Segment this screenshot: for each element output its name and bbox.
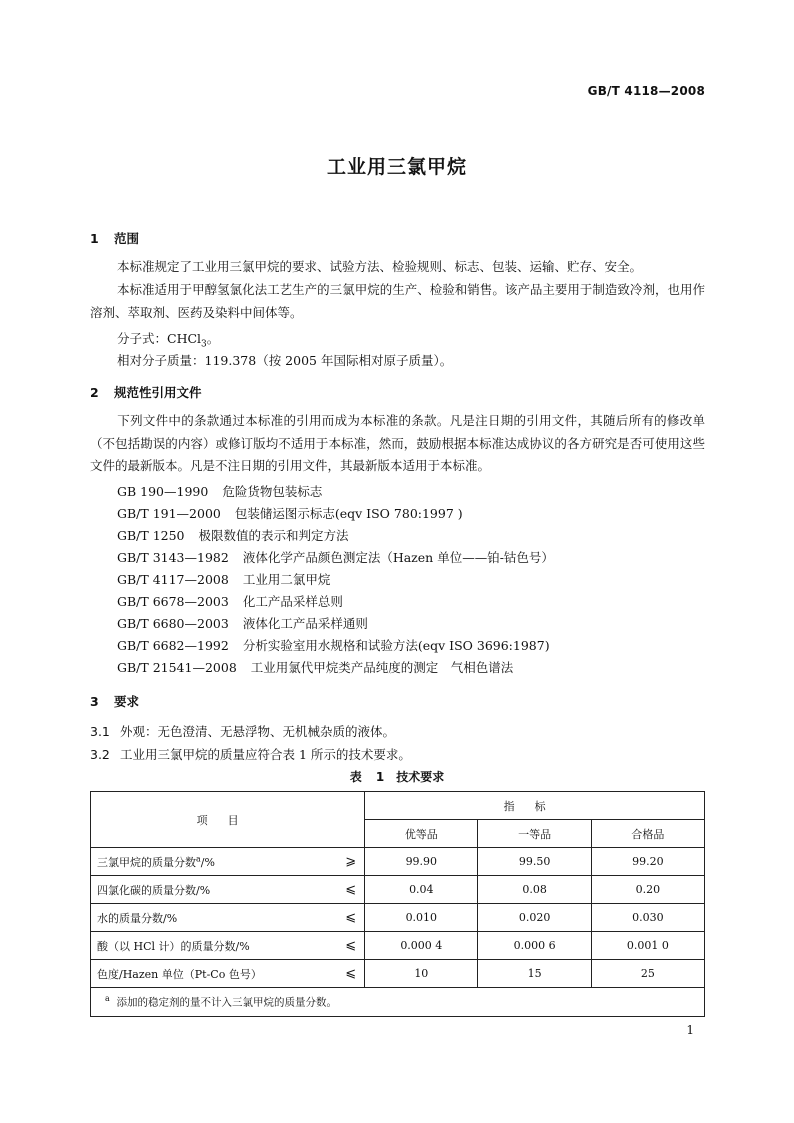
reference-title: 化工产品采样总则 — [242, 594, 343, 609]
footnote-marker: a — [196, 853, 201, 863]
reference-title: 包装储运图示标志(eqv ISO 780:1997 ) — [234, 506, 463, 521]
value-cell: 0.20 — [591, 876, 704, 904]
reference-item — [117, 592, 343, 610]
footnote-marker: a — [105, 994, 110, 1004]
item-cell: 水的质量分数/% — [91, 904, 331, 932]
grade-header: 优等品 — [365, 820, 478, 848]
reference-title: 液体化工产品采样通则 — [242, 616, 368, 631]
grade-header: 一等品 — [478, 820, 591, 848]
reference-code: GB/T 6680—2003 — [117, 616, 229, 631]
reference-code: GB/T 6678—2003 — [117, 594, 229, 609]
item-cell: 酸（以 HCl 计）的质量分数/% — [91, 932, 331, 960]
clause-3-1 — [90, 722, 395, 740]
reference-item — [117, 570, 330, 588]
operator-cell: ⩾ — [331, 848, 365, 876]
reference-item — [117, 658, 513, 676]
paragraph-text: 本标准适用于甲醇氢氯化法工艺生产的三氯甲烷的生产、检验和销售。该产品主要用于制造致冷剂，也用作溶剂、萃取剂、医药及染料中间体等。 — [90, 282, 705, 320]
table-row — [91, 932, 705, 960]
reference-item — [117, 548, 554, 566]
clause-3-2 — [90, 745, 411, 763]
clause-text: 工业用三氯甲烷的质量应符合表 1 所示的技术要求。 — [120, 747, 411, 762]
section-title: 要求 — [114, 694, 140, 709]
table-header-row — [91, 792, 705, 820]
reference-item — [117, 614, 368, 632]
reference-title: 液体化学产品颜色测定法（Hazen 单位——铂-钴色号） — [242, 550, 554, 565]
technical-requirements-table — [90, 791, 705, 1017]
value-cell: 99.20 — [591, 848, 704, 876]
clause-text: 外观：无色澄清、无悬浮物、无机械杂质的液体。 — [120, 724, 396, 739]
value-cell: 10 — [365, 960, 478, 988]
value-cell: 0.020 — [478, 904, 591, 932]
item-unit: /% — [200, 855, 215, 869]
section-2-paragraph — [90, 410, 705, 478]
reference-title: 工业用氯代甲烷类产品纯度的测定 气相色谱法 — [250, 660, 514, 675]
formula-subscript: 3 — [201, 339, 207, 350]
value-cell: 99.90 — [365, 848, 478, 876]
value-cell: 99.50 — [478, 848, 591, 876]
item-cell: 色度/Hazen 单位（Pt-Co 色号） — [91, 960, 331, 988]
section-title: 规范性引用文件 — [114, 385, 202, 400]
section-1-paragraph-2 — [90, 279, 705, 324]
section-number: 1 — [90, 231, 99, 246]
value-cell: 0.000 6 — [478, 932, 591, 960]
page-number: 1 — [686, 1023, 694, 1037]
reference-item — [117, 526, 349, 544]
value-cell: 0.000 4 — [365, 932, 478, 960]
item-cell — [91, 848, 331, 876]
reference-code: GB/T 3143—1982 — [117, 550, 229, 565]
value-cell: 0.030 — [591, 904, 704, 932]
index-header: 指标 — [365, 792, 705, 820]
table-footnote — [91, 988, 705, 1017]
table-row — [91, 960, 705, 988]
reference-code: GB 190—1990 — [117, 484, 209, 499]
section-2-heading — [90, 383, 202, 401]
value-cell: 0.001 0 — [591, 932, 704, 960]
section-3-heading — [90, 692, 139, 710]
operator-cell: ⩽ — [331, 960, 365, 988]
reference-item — [117, 482, 322, 500]
grade-header: 合格品 — [591, 820, 704, 848]
reference-title: 分析实验室用水规格和试验方法(eqv ISO 3696:1987) — [242, 638, 550, 653]
molecular-formula — [117, 329, 219, 350]
molecular-mass: 相对分子质量：119.378（按 2005 年国际相对原子质量）。 — [117, 353, 453, 368]
reference-code: GB/T 6682—1992 — [117, 638, 229, 653]
item-text: 三氯甲烷的质量分数 — [97, 855, 196, 869]
value-cell: 25 — [591, 960, 704, 988]
footnote-text: 添加的稳定剂的量不计入三氯甲烷的质量分数。 — [116, 996, 337, 1009]
reference-code: GB/T 191—2000 — [117, 506, 221, 521]
operator-cell: ⩽ — [331, 932, 365, 960]
formula-suffix: 。 — [206, 331, 220, 346]
section-1-paragraph-1 — [90, 256, 705, 279]
table-row — [91, 876, 705, 904]
value-cell: 0.010 — [365, 904, 478, 932]
value-cell: 0.08 — [478, 876, 591, 904]
section-title: 范围 — [114, 231, 140, 246]
section-number: 3 — [90, 694, 99, 709]
standard-number: GB/T 4118—2008 — [587, 84, 705, 98]
reference-title: 极限数值的表示和判定方法 — [198, 528, 349, 543]
table-row — [91, 904, 705, 932]
paragraph-text: 本标准规定了工业用三氯甲烷的要求、试验方法、检验规则、标志、包装、运输、贮存、安全。 — [117, 259, 643, 274]
reference-item — [117, 636, 550, 654]
table-row — [91, 848, 705, 876]
section-1-heading — [90, 229, 139, 247]
item-cell: 四氯化碳的质量分数/% — [91, 876, 331, 904]
operator-cell: ⩽ — [331, 876, 365, 904]
paragraph-text: 下列文件中的条款通过本标准的引用而成为本标准的条款。凡是注日期的引用文件，其随后所有的修改单（不包括勘误的内容）或修订版均不适用于本标准，然而，鼓励根据本标准达成协议的各方研究是否可使用这些文件的最新版本。凡是不注日期的引用文件，其最新版本适用于本标准。 — [90, 413, 705, 473]
value-cell: 0.04 — [365, 876, 478, 904]
table-caption: 表 1 技术要求 — [349, 770, 445, 784]
item-header: 项目 — [91, 792, 365, 848]
reference-code: GB/T 1250 — [117, 528, 185, 543]
formula-text: 分子式：CHCl — [117, 331, 202, 346]
reference-title: 危险货物包装标志 — [222, 484, 323, 499]
clause-number: 3.1 — [90, 724, 110, 739]
reference-code: GB/T 4117—2008 — [117, 572, 229, 587]
reference-item — [117, 504, 463, 522]
clause-number: 3.2 — [90, 747, 110, 762]
reference-code: GB/T 21541—2008 — [117, 660, 237, 675]
value-cell: 15 — [478, 960, 591, 988]
reference-title: 工业用二氯甲烷 — [242, 572, 331, 587]
section-number: 2 — [90, 385, 99, 400]
document-title: 工业用三氯甲烷 — [326, 156, 467, 178]
operator-cell: ⩽ — [331, 904, 365, 932]
table-footnote-row — [91, 988, 705, 1017]
